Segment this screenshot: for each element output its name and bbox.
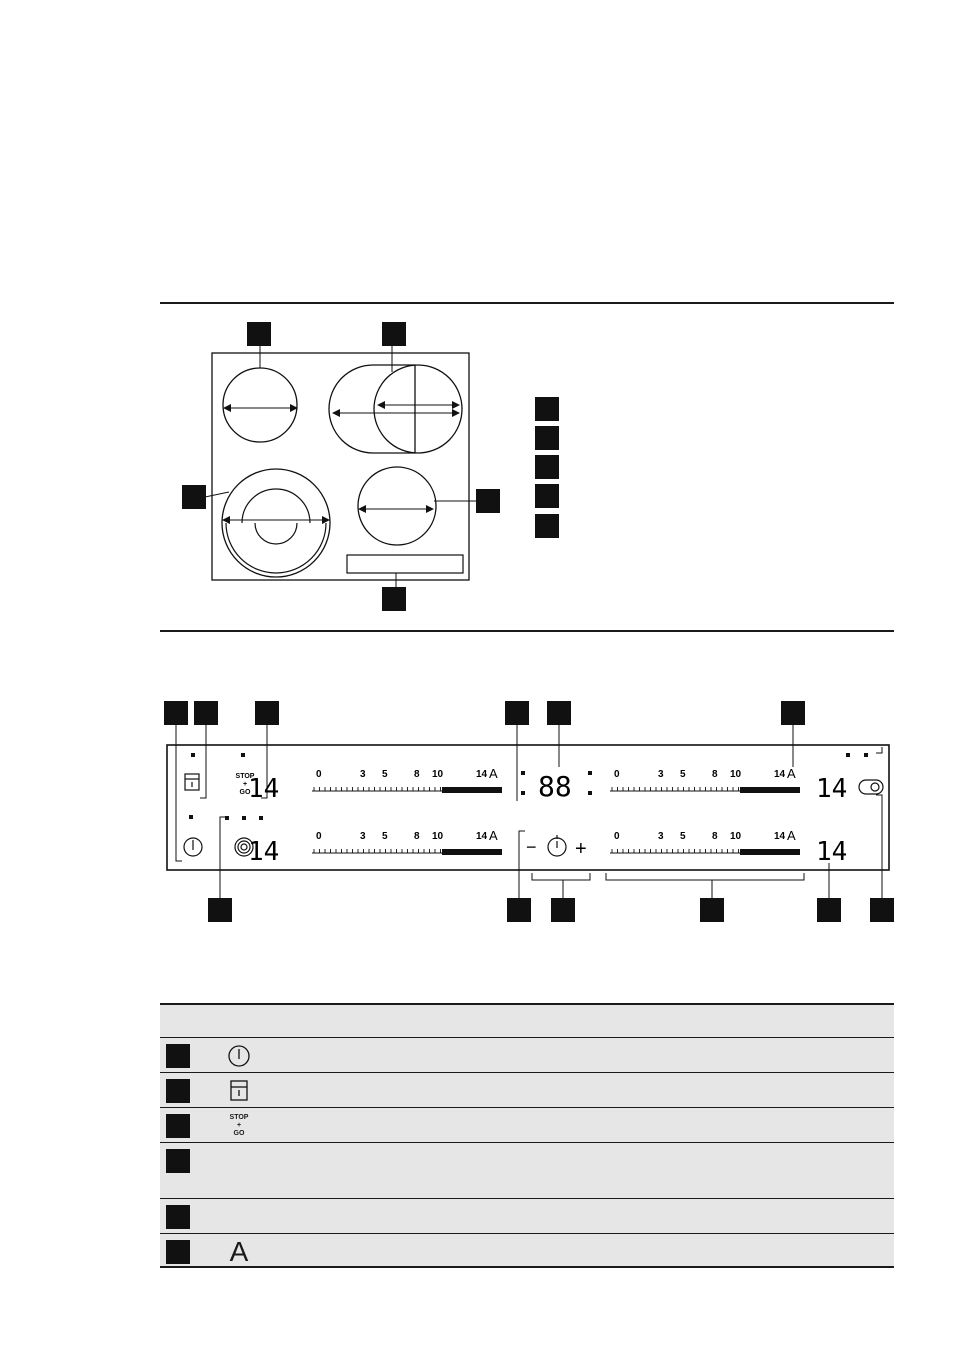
lock-icon (224, 1073, 254, 1108)
cooking-zone-triple (222, 469, 330, 577)
slider-scale-label: 3 (658, 769, 664, 780)
slider-auto-label: A (787, 828, 796, 843)
cooking-zone-front-left (223, 368, 297, 442)
legend-badge-1 (535, 397, 559, 421)
slider-scale-label: 5 (382, 831, 388, 842)
slider-scale-label: 10 (730, 769, 742, 780)
slider-bar (442, 787, 502, 793)
slider-scale-label: 0 (316, 769, 322, 780)
slider-scale-label: 8 (712, 769, 718, 780)
cooking-zone-rear-small (358, 467, 436, 545)
row-badge (166, 1114, 190, 1138)
slider-scale-label: 3 (360, 831, 366, 842)
slider-scale-label: 0 (614, 831, 620, 842)
stop-go-mid: + (236, 1121, 242, 1129)
slider-scale-label: 14 (774, 769, 786, 780)
stop-go-top: STOP (229, 1113, 249, 1121)
slider-scale-label: 3 (360, 769, 366, 780)
timer-plus: + (575, 838, 587, 860)
slider-scale-label: 0 (316, 831, 322, 842)
row-badge (166, 1149, 190, 1173)
hob-layout-diagram (160, 315, 520, 615)
bridge-toggle-icon (859, 780, 883, 794)
row-badge (166, 1240, 190, 1264)
slider-scale-label: 10 (432, 769, 444, 780)
power-slider-4 (610, 828, 800, 855)
stop-go-icon (224, 1108, 254, 1143)
slider-scale-label: 5 (680, 769, 686, 780)
power-slider-2 (312, 828, 502, 855)
stop-go-bottom: GO (233, 1129, 245, 1137)
symbol-table (160, 1003, 894, 1268)
slider-scale-label: 14 (476, 769, 488, 780)
cooking-zone-rear-right (374, 365, 462, 453)
cooking-zone-oval-extension (329, 365, 415, 453)
timer-clock-icon (548, 835, 566, 856)
table-header (160, 1003, 894, 1037)
slider-scale-label: 5 (382, 769, 388, 780)
row-badge (166, 1079, 190, 1103)
legend-badge-3 (535, 455, 559, 479)
power-icon (184, 838, 202, 856)
display-zone-3: 14 (816, 774, 848, 804)
slider-scale-label: 8 (414, 769, 420, 780)
legend-badge-2 (535, 426, 559, 450)
slider-scale-label: 0 (614, 769, 620, 780)
display-zone-1: 14 (248, 774, 280, 804)
slider-scale-label: 8 (414, 831, 420, 842)
timer-display: 88 (538, 770, 572, 803)
stop-go-mid-text: + (242, 781, 248, 788)
section-top-rule (160, 302, 894, 304)
control-panel-diagram (160, 695, 900, 925)
slider-auto-label: A (489, 766, 498, 781)
slider-scale-label: 5 (680, 831, 686, 842)
slider-scale-label: 10 (730, 831, 742, 842)
power-slider-1 (312, 766, 502, 793)
auto-heat-symbol (224, 1234, 254, 1269)
lock-icon (185, 774, 199, 790)
slider-bar (442, 849, 502, 855)
slider-auto-label: A (787, 766, 796, 781)
table-row (160, 1142, 894, 1198)
power-slider-3 (610, 766, 800, 793)
table-row (160, 1107, 894, 1142)
stop-go-top-text: STOP (235, 773, 255, 780)
hob-outline (212, 353, 469, 580)
power-icon (224, 1038, 254, 1073)
slider-bar (740, 787, 800, 793)
display-zone-2: 14 (248, 837, 280, 867)
slider-scale-label: 10 (432, 831, 444, 842)
slider-scale-label: 8 (712, 831, 718, 842)
table-row (160, 1072, 894, 1107)
legend-badge-5 (535, 514, 559, 538)
row-badge (166, 1044, 190, 1068)
slider-scale-label: 14 (774, 831, 786, 842)
display-zone-4: 14 (816, 837, 848, 867)
table-row (160, 1233, 894, 1268)
legend-badge-4 (535, 484, 559, 508)
slider-scale-label: 14 (476, 831, 488, 842)
slider-bar (740, 849, 800, 855)
stop-go-bottom-text: GO (239, 789, 251, 796)
table-row (160, 1037, 894, 1072)
auto-heat-text: A (229, 1235, 249, 1267)
slider-scale-label: 3 (658, 831, 664, 842)
slider-auto-label: A (489, 828, 498, 843)
control-panel-strip (347, 555, 463, 573)
timer-minus: − (526, 837, 537, 857)
table-row (160, 1198, 894, 1233)
row-badge (166, 1205, 190, 1229)
section-bottom-rule (160, 630, 894, 632)
